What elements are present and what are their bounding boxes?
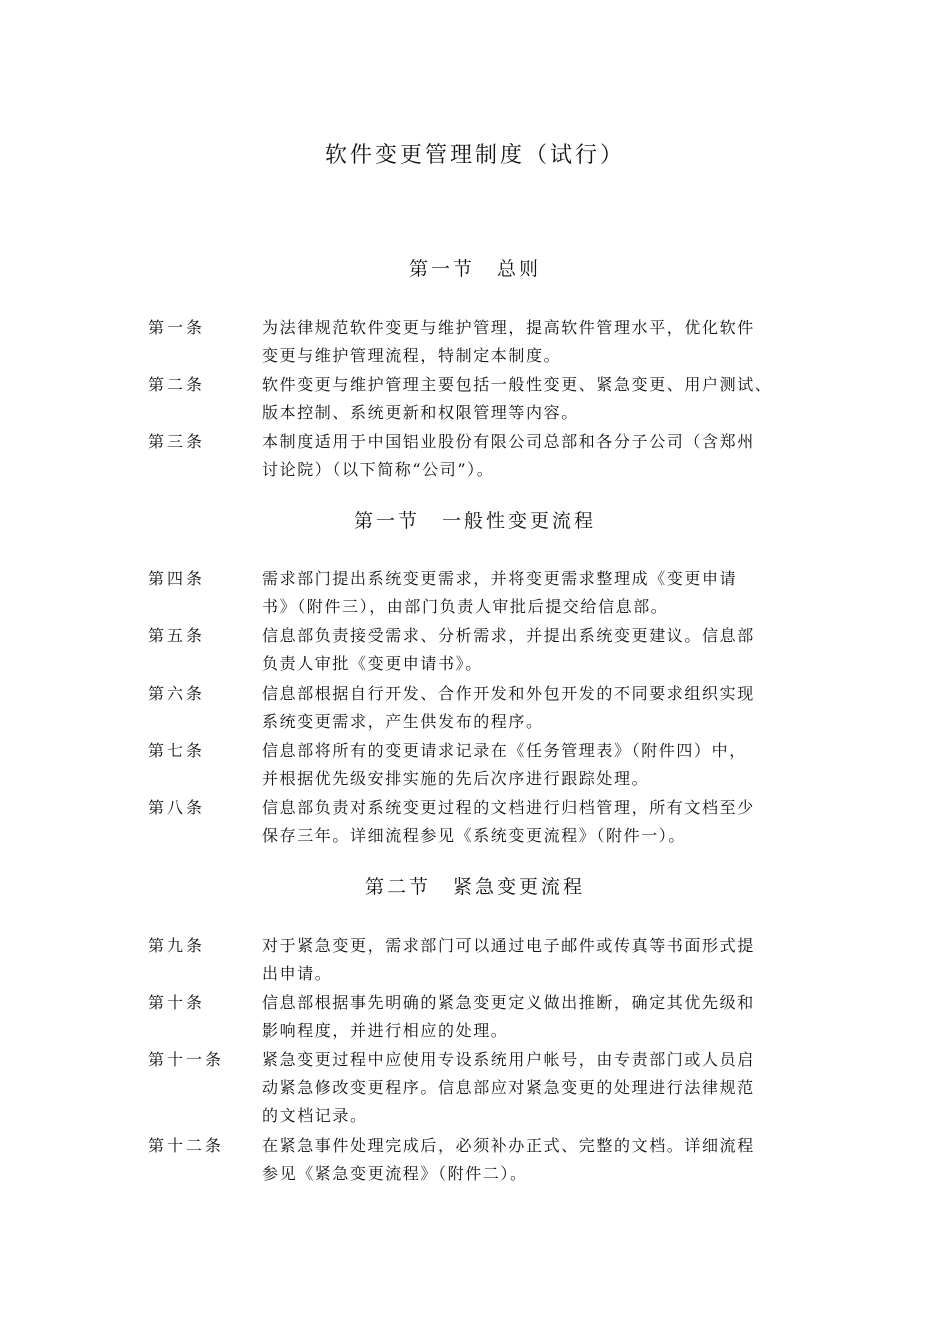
article-number: 第十二条 [148, 1136, 225, 1155]
article-line: 本制度适用于中国铝业股份有限公司总部和各分子公司（含郑州 [262, 432, 755, 451]
article-number: 第八条 [148, 798, 206, 817]
article-text [262, 1046, 810, 1130]
section-heading [0, 255, 950, 283]
article-line: 信息部负责对系统变更过程的文档进行归档管理，所有文档至少 [262, 798, 755, 817]
article-number: 第十条 [148, 993, 206, 1012]
article-line: 信息部根据自行开发、合作开发和外包开发的不同要求组织实现 [262, 684, 755, 703]
section-number: 第一节 [353, 510, 420, 532]
section-number: 第二节 [364, 876, 431, 898]
section-name: 总则 [497, 258, 542, 280]
article-line: 为法律规范软件变更与维护管理，提高软件管理水平，优化软件 [262, 318, 755, 337]
article-number: 第十一条 [148, 1050, 225, 1069]
article-text [262, 565, 810, 621]
article-line: 出申请。 [262, 964, 333, 983]
article-text [262, 737, 810, 793]
article-number: 第七条 [148, 741, 206, 760]
article-line: 变更与维护管理流程，特制定本制度。 [262, 346, 562, 365]
article-line: 紧急变更过程中应使用专设系统用户帐号，由专责部门或人员启 [262, 1050, 755, 1069]
article-text [262, 794, 810, 850]
article-line: 影响程度，并进行相应的处理。 [262, 1021, 509, 1040]
article-line: 保存三年。详细流程参见《系统变更流程》（附件一）。 [262, 826, 687, 845]
article-line: 信息部负责接受需求、分析需求，并提出系统变更建议。信息部 [262, 626, 755, 645]
article-line: 书》（附件三），由部门负责人审批后提交给信息部。 [262, 597, 669, 616]
article-line: 参见《紧急变更流程》（附件二）。 [262, 1164, 528, 1183]
article-line: 需求部门提出系统变更需求，并将变更需求整理成《变更申请 [262, 569, 738, 588]
article-text [262, 1132, 810, 1188]
article-line: 的文档记录。 [262, 1106, 368, 1125]
section-number: 第一节 [408, 258, 475, 280]
article-line: 对于紧急变更，需求部门可以通过电子邮件或传真等书面形式提 [262, 936, 755, 955]
article-line: 版本控制、系统更新和权限管理等内容。 [262, 403, 579, 422]
article-line: 并根据优先级安排实施的先后次序进行跟踪处理。 [262, 769, 650, 788]
article-line: 系统变更需求，产生供发布的程序。 [262, 712, 544, 731]
article-line: 信息部将所有的变更请求记录在《任务管理表》（附件四）中， [262, 741, 747, 760]
section-name: 一般性变更流程 [442, 510, 597, 532]
article-number: 第二条 [148, 375, 206, 394]
article-line: 在紧急事件处理完成后，必须补办正式、完整的文档。详细流程 [262, 1136, 755, 1155]
article-text [262, 428, 810, 484]
article-line: 信息部根据事先明确的紧急变更定义做出推断，确定其优先级和 [262, 993, 755, 1012]
article-line: 负责人审批《变更申请书》。 [262, 654, 483, 673]
article-number: 第九条 [148, 936, 206, 955]
section-heading [0, 507, 950, 535]
article-number: 第一条 [148, 318, 206, 337]
article-text [262, 989, 810, 1045]
article-number: 第六条 [148, 684, 206, 703]
article-text [262, 932, 810, 988]
document-title: 软件变更管理制度（试行） [324, 143, 625, 168]
article-text [262, 314, 810, 370]
article-line: 软件变更与维护管理主要包括一般性变更、紧急变更、用户测试、 [262, 375, 773, 394]
article-text [262, 371, 810, 427]
article-line: 动紧急修改变更程序。信息部应对紧急变更的处理进行法律规范 [262, 1078, 755, 1097]
article-number: 第五条 [148, 626, 206, 645]
section-heading [0, 873, 950, 901]
article-number: 第三条 [148, 432, 206, 451]
article-line: 讨论院）（以下简称“公司”）。 [262, 460, 495, 479]
article-number: 第四条 [148, 569, 206, 588]
article-text [262, 680, 810, 736]
article-text [262, 622, 810, 678]
section-name: 紧急变更流程 [453, 876, 586, 898]
